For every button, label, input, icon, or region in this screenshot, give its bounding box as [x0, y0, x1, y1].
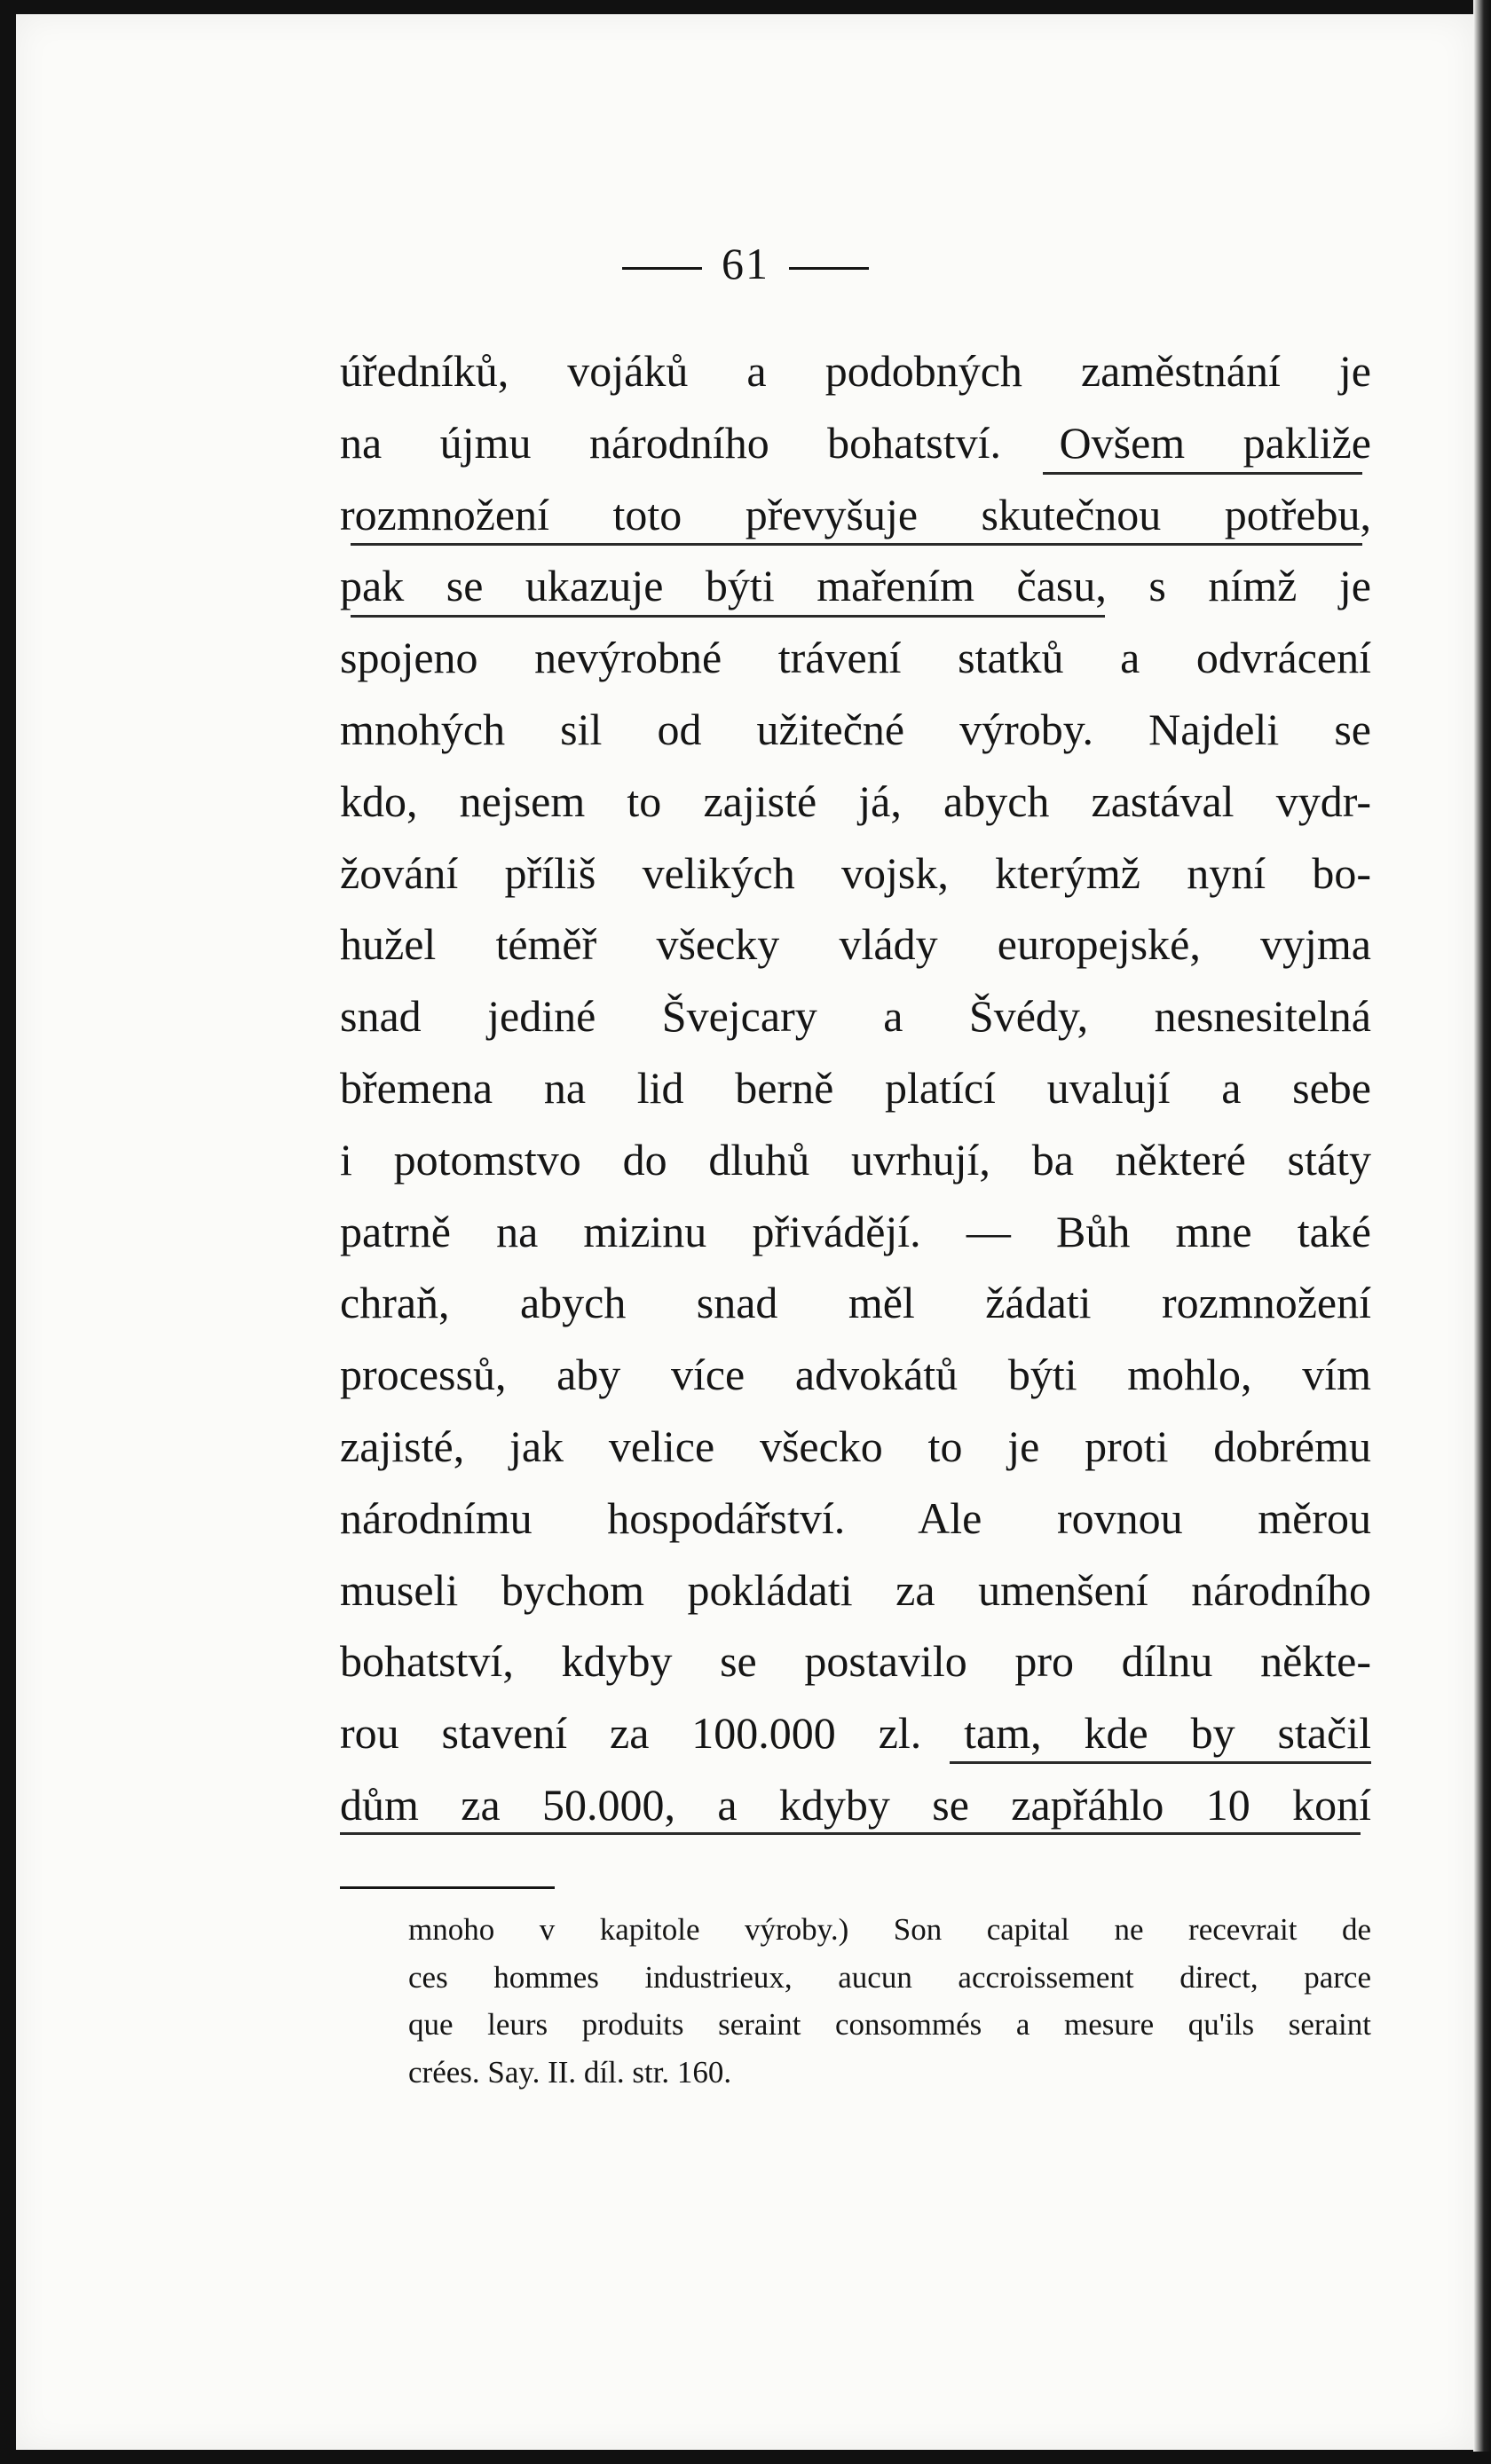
- footnote-line: que leurs produits seraint consommés a mesure qu'ils seraint: [408, 2007, 1371, 2042]
- page-edge-bottom: [0, 2452, 1491, 2464]
- text-line: kdo, nejsem to zajisté já, abych zastával vydr-: [340, 775, 1371, 826]
- header-dash-right: [789, 267, 869, 270]
- page-number: 61: [722, 239, 769, 288]
- header-dash-left: [622, 267, 702, 270]
- text-line: rozmnožení toto převyšuje skutečnou potřebu,: [340, 489, 1371, 539]
- text-line: na újmu národního bohatství. Ovšem pakliže: [340, 417, 1371, 468]
- text-line: mnohých sil od užitečné výroby. Najdeli se: [340, 704, 1371, 754]
- text-line: chraň, abych snad měl žádati rozmnožení: [340, 1278, 1371, 1328]
- text-line: processů, aby více advokátů býti mohlo, vím: [340, 1350, 1371, 1400]
- text-line: pak se ukazuje býti mařením času, s nímž je: [340, 561, 1371, 611]
- text-line: žování příliš velikých vojsk, kterýmž nyní bo-: [340, 847, 1371, 898]
- text-line: rou stavení za 100.000 zl. tam, kde by stačil: [340, 1708, 1371, 1759]
- text-line: museli bychom pokládati za umenšení národního: [340, 1564, 1371, 1615]
- underline-mark: [950, 1761, 1371, 1764]
- underline-mark: [1043, 472, 1362, 475]
- text-line: bohatství, kdyby se postavilo pro dílnu někte-: [340, 1636, 1371, 1687]
- text-line: spojeno nevýrobné trávení statků a odvrácení: [340, 633, 1371, 683]
- text-line: hužel téměř všecky vlády europejské, vyjma: [340, 919, 1371, 970]
- footnote-line: mnoho v kapitole výroby.) Son capital ne recevrait de: [408, 1912, 1371, 1947]
- underline-mark: [340, 1832, 1361, 1835]
- underline-mark: [351, 543, 1362, 546]
- footnote-line: crées. Say. II. díl. str. 160.: [408, 2054, 732, 2090]
- page-edge-right: [1473, 0, 1491, 2464]
- text-line: i potomstvo do dluhů uvrhují, ba některé státy: [340, 1134, 1371, 1185]
- footnote-line: ces hommes industrieux, aucun accroissement direct, parce: [408, 1959, 1371, 1995]
- underline-mark: [351, 615, 1105, 618]
- footnote-block: [408, 1906, 1371, 2096]
- text-line: dům za 50.000, a kdyby se zapřáhlo 10 koní: [340, 1779, 1371, 1830]
- text-line: národnímu hospodářství. Ale rovnou měrou: [340, 1492, 1371, 1543]
- footnote-separator: [340, 1886, 555, 1889]
- main-text-block: [340, 335, 1371, 1841]
- text-line: úředníků, vojáků a podobných zaměstnání je: [340, 346, 1371, 396]
- text-line: zajisté, jak velice všecko to je proti dobrému: [340, 1421, 1371, 1471]
- text-line: břemena na lid berně platící uvalují a sebe: [340, 1062, 1371, 1113]
- text-line: patrně na mizinu přivádějí. — Bůh mne také: [340, 1206, 1371, 1256]
- page-number-header: [0, 238, 1491, 289]
- text-line: snad jediné Švejcary a Švédy, nesnesitelná: [340, 991, 1371, 1042]
